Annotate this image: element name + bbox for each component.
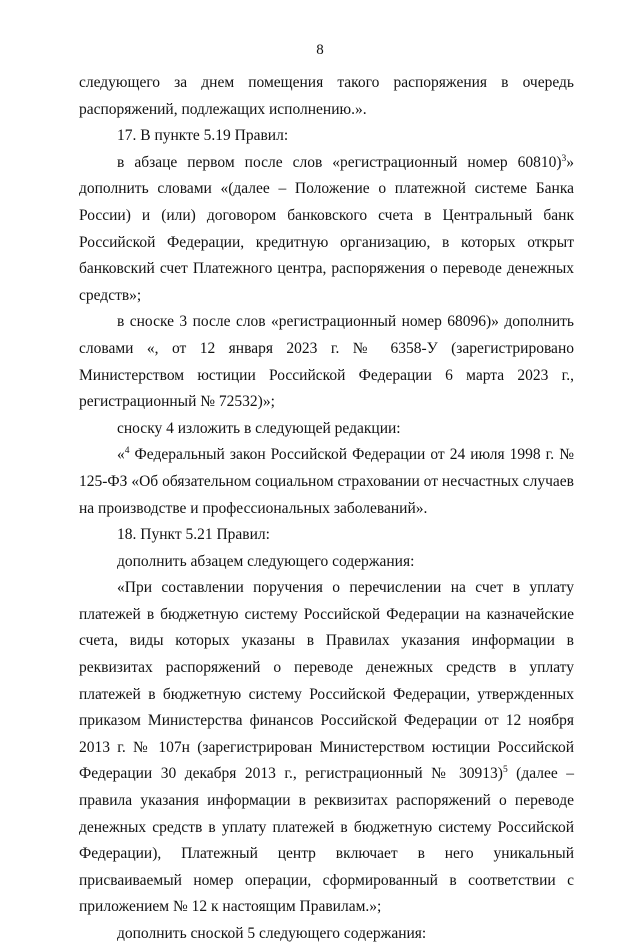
paragraph-add-intro [79,549,574,576]
paragraph-text: в абзаце первом после слов «регистрационный номер 60810) [117,153,562,171]
paragraph-text: сноску 4 изложить в следующей редакции: [117,419,401,437]
paragraph-continuation [79,70,574,123]
footnote-ref-3: 3 [561,153,567,164]
paragraph-text: « [117,446,125,464]
paragraph-footnote-3-amendment [79,309,574,415]
paragraph-text: » дополнить словами «(далее – Положение о платежной системе Банка России) и (или) договором банковского счета в Центральный банк Российской Федерации, кредитную организацию, в которых открыт банковский счет Платежного центра, распоряжения о переводе денежных средств»; [79,153,574,304]
paragraph-footnote-4-intro [79,416,574,443]
footnote-ref-4: 4 [124,446,130,457]
paragraph-text: дополнить абзацем следующего содержания: [117,552,415,570]
paragraph-text: 18. Пункт 5.21 Правил: [117,526,270,544]
paragraph-text: 17. В пункте 5.19 Правил: [117,127,289,145]
paragraph-item-18 [79,522,574,549]
paragraph-text: дополнить сноской 5 следующего содержания: [117,925,427,942]
paragraph-text: в сноске 3 после слов «регистрационный номер 68096)» дополнить словами «, от 12 января 2023 г. № 6358-У (зарегистрировано Министерством юстиции Российской Федерации 6 марта 2023 г., регистрационный № 72532)»; [79,313,574,411]
paragraph-text: (далее – правила указания информации в реквизитах распоряжений о переводе денежных средств в уплату платежей в бюджетную систему Российской Федерации), Платежный центр включает в него уникальный присваиваемый номер операции, сформированный в соответствии с приложением № 12 к настоящим Правилам.»; [79,765,574,916]
paragraph-amendment-5-19 [79,150,574,310]
paragraph-footnote-5-intro [79,921,574,948]
paragraph-text: следующего за днем помещения такого распоряжения в очередь распоряжений, подлежащих исполнению.». [79,74,574,118]
footnote-ref-5: 5 [502,765,508,776]
paragraph-footnote-4-text [79,442,574,522]
paragraph-text: Федеральный закон Российской Федерации от 24 июля 1998 г. № 125-ФЗ «Об обязательном социальном страховании от несчастных случаев на производстве и профессиональных заболеваний». [79,446,574,517]
paragraph-text: «При составлении поручения о перечислении на счет в уплату платежей в бюджетную систему Российской Федерации на казначейские счета, виды которых указаны в Правилах указания информации в реквизитах распоряжений о переводе денежных средств в уплату платежей в бюджетную систему Российской Федерации, утвержденных приказом Министерства финансов Российской Федерации от 12 ноября 2013 г. № 107н (зарегистрирован Министерством юстиции Российской Федерации 30 декабря 2013 г., регистрационный № 30913) [79,579,574,783]
page-number: 8 [316,42,324,58]
paragraph-item-17 [79,123,574,150]
document-body [79,70,574,948]
paragraph-new-text [79,575,574,921]
